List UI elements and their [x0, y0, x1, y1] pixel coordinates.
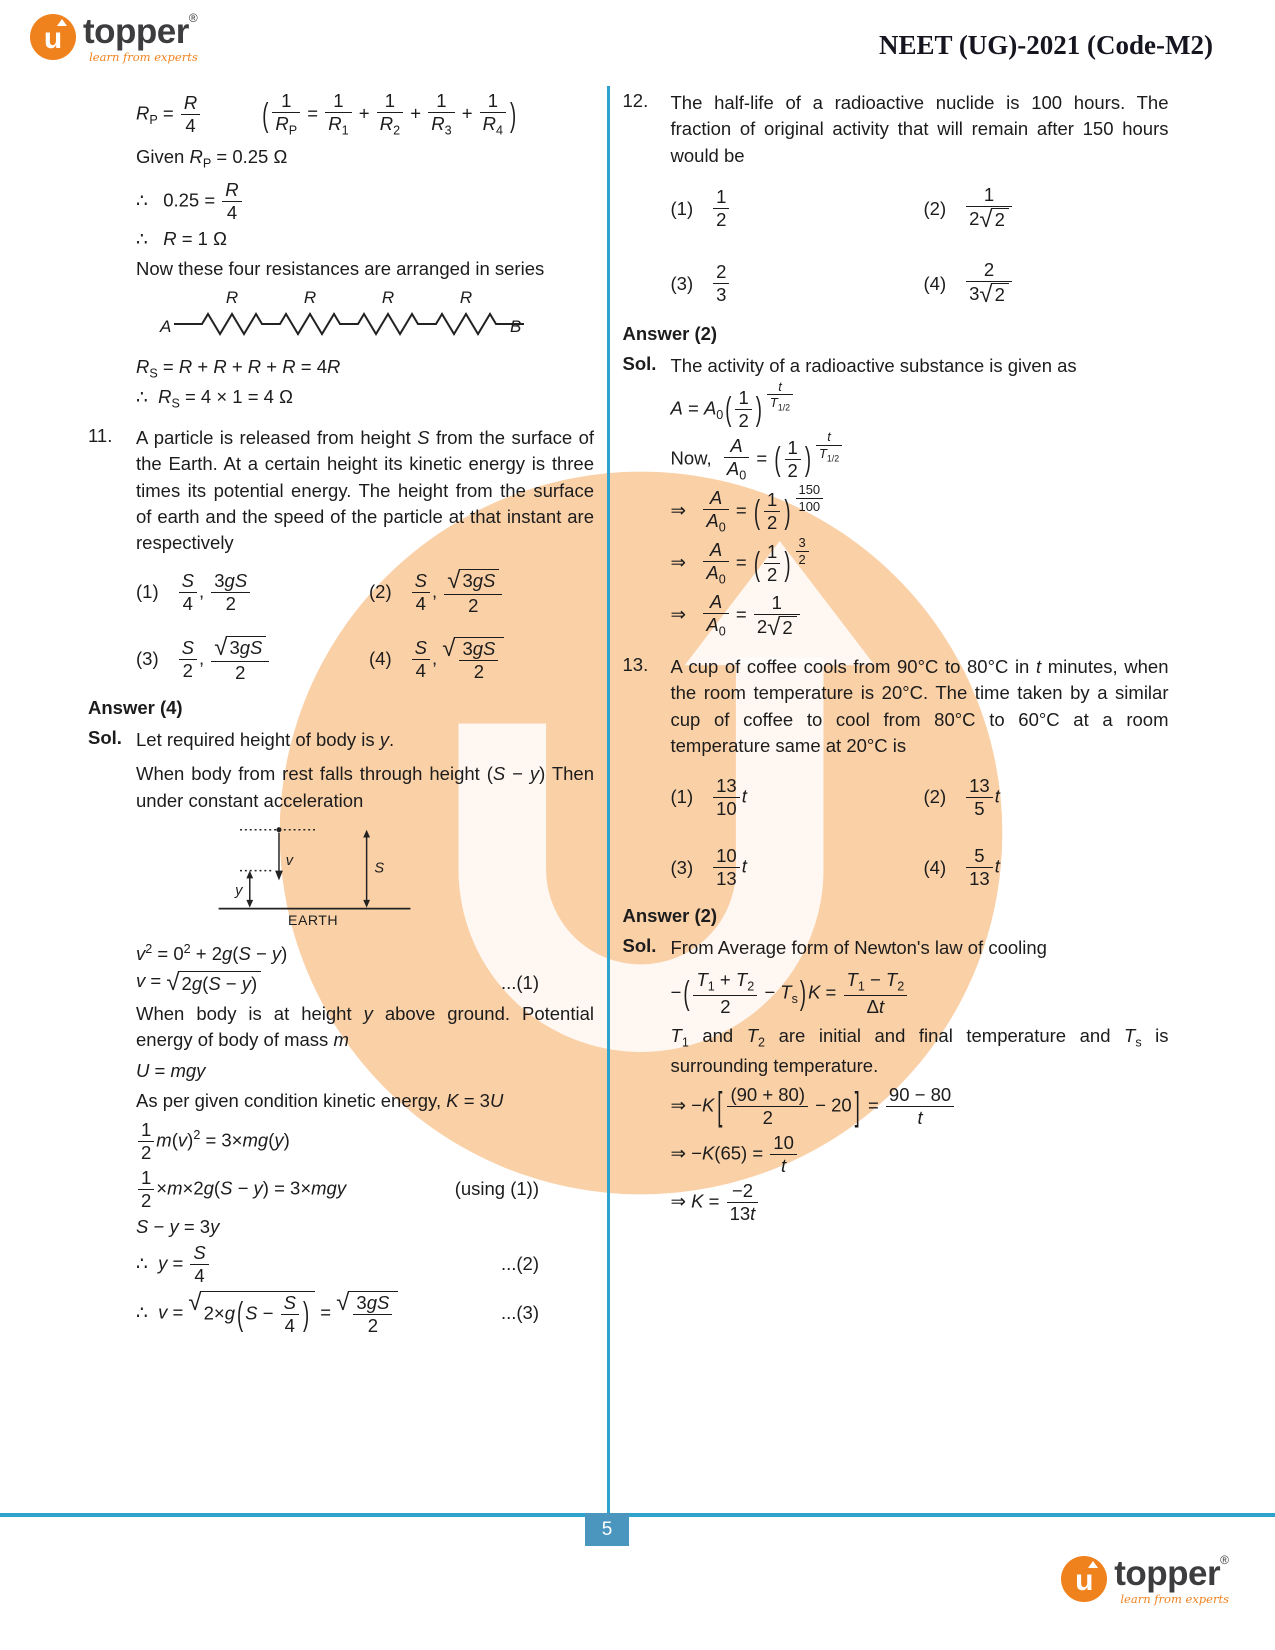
- utopper-logo-icon: [30, 14, 76, 60]
- formula: ⇒ $\frac{A}{A_0}$ = 1 2 √ 2: [671, 592, 802, 639]
- equation-activity-2: [623, 428, 1169, 483]
- formula: S − y = 3y: [136, 1215, 220, 1237]
- velocity-label: v: [285, 853, 294, 870]
- logo-arrow-icon: [57, 19, 67, 26]
- question-13-option-3: [671, 846, 916, 889]
- equation-tag: ...(1): [500, 971, 539, 993]
- equation-rs-sum: [88, 356, 594, 381]
- option-formula: $\frac{S}{4}$ , √ 3gS 2: [410, 569, 505, 616]
- formula: Now, $\frac{A}{A_0}$ = ( $\frac{1}{2}$ ) $\frac{t}{T_{1/2}}$: [671, 436, 845, 483]
- formula: $R_P$ = $\frac{R}{4}$: [136, 93, 202, 136]
- option-formula: $\frac{S}{2}$ , √ 3gS 2: [177, 636, 272, 683]
- formula: $A = A_0$ ( $\frac{1}{2}$ ) $\frac{t}{T_{1/2}}$: [671, 388, 796, 431]
- utopper-logo-icon: [1061, 1556, 1107, 1602]
- question-13-option-1: [671, 776, 916, 819]
- option-formula: $\frac{5}{13}$ t: [964, 846, 1000, 889]
- sol-label: Sol.: [88, 726, 122, 748]
- formula: ⇒ $\frac{A}{A_0}$ = ( $\frac{1}{2}$ ) $\frac{3}{2}$: [671, 540, 811, 587]
- free-fall-diagram: [88, 820, 594, 937]
- question-13: [623, 654, 1169, 760]
- formula: U = mgy: [136, 1059, 206, 1081]
- question-13-text: A cup of coffee cools from 90°C to 80°C in t minutes, when the room temperature is 20°C. The time taken by a similar cup of coffee to cool from 80°C to 60°C at a room temperature same at 20°C is: [670, 655, 1169, 757]
- logo-registered-mark: ®: [1220, 1553, 1229, 1567]
- formula: ∴ v = √ 2×g ( S − $\frac{S}{4}$ ) = √ $\frac{3gS}{2}$: [136, 1291, 398, 1336]
- equation-y-result: [88, 1243, 594, 1286]
- equation-activity-3: [623, 482, 1169, 535]
- logo-arrow-icon: [1088, 1561, 1098, 1568]
- question-12-number: 12.: [622, 90, 649, 111]
- utopper-footer-logo: [1061, 1553, 1229, 1606]
- formula: ⇒ K = $\frac{-2}{13t}$: [671, 1181, 761, 1224]
- logo-name: topper: [83, 12, 189, 51]
- sol-text: From Average form of Newton's law of cooling: [670, 937, 1047, 959]
- equation-rs-value: [88, 386, 594, 411]
- question-12-text: The half-life of a radioactive nuclide is 100 hours. The fraction of original activity that will remain after 150 hours would be: [670, 92, 1169, 166]
- option-formula: 1 2 √ 2: [964, 185, 1014, 232]
- question-11-option-3: [136, 633, 361, 683]
- option-formula: 2 3 √ 2: [964, 260, 1014, 307]
- equation-newton-4: [623, 1181, 1169, 1224]
- question-12-option-2: [924, 185, 1169, 232]
- formula: $\frac{1}{2}$ ×m×2g(S − y) = 3×mgy: [136, 1168, 346, 1211]
- option-formula: $\frac{13}{10}$ t: [711, 776, 747, 819]
- option-number: (4): [923, 272, 947, 294]
- equation-025: [88, 180, 594, 223]
- logo-wordmark: [83, 11, 198, 64]
- question-13-options: [623, 776, 1169, 890]
- option-number: (2): [369, 581, 392, 603]
- formula: ⇒ −K [ $\frac{(90 + 80)}{2}$ − 20 ] = $\frac{90 - 80}{t}$: [671, 1085, 957, 1128]
- option-number: (2): [923, 197, 947, 219]
- given-line: Given $R_P = 0.25$ Ω: [136, 146, 288, 171]
- option-number: (1): [670, 786, 694, 807]
- equation-activity-5: [623, 592, 1169, 639]
- equation-tag: (using (1)): [454, 1178, 539, 1200]
- column-divider: [607, 86, 610, 1514]
- option-formula: $\frac{1}{2}$: [711, 187, 731, 230]
- question-12-option-3: [671, 260, 916, 307]
- equation-newton-3: [623, 1133, 1169, 1176]
- earth-label: EARTH: [288, 912, 339, 929]
- formula: − ( $\frac{T_1 + T_2}{2}$ − $T_s$ ) K = $\frac{T_1 - T_2}{\Delta t}$: [671, 970, 910, 1017]
- equation-rp: [88, 91, 594, 138]
- question-12-option-4: [924, 260, 1169, 307]
- option-number: (3): [136, 648, 159, 670]
- resistor-label-4: R: [459, 288, 473, 308]
- logo-name: topper: [1114, 1554, 1221, 1593]
- option-formula: $\frac{S}{4}$ , $\frac{3gS}{2}$: [177, 571, 253, 614]
- option-number: (3): [670, 272, 694, 294]
- page-header: [0, 0, 1275, 86]
- option-number: (2): [923, 786, 947, 807]
- question-12: [623, 90, 1169, 169]
- equation-r-value: [88, 228, 594, 250]
- formula: ∴ 0.25 = $\frac{R}{4}$: [136, 180, 244, 223]
- equation-activity-1: [623, 378, 1169, 431]
- solution-paragraph: $T_1$ and $T_2$ are initial and final temperature and $T_s$ is surrounding temperature.: [670, 1025, 1169, 1076]
- option-formula: $\frac{13}{5}$ t: [964, 776, 1000, 819]
- question-12-options: [623, 185, 1169, 307]
- option-number: (4): [923, 856, 947, 878]
- formula: v = √ 2g(S − y): [136, 970, 261, 994]
- logo-wordmark: [1114, 1553, 1229, 1606]
- formula: $\frac{1}{2}$ $m(v)^2 = 3\times mg(y)$: [136, 1120, 290, 1163]
- series-note: Now these four resistances are arranged in series: [136, 257, 545, 279]
- series-circuit-diagram: [88, 288, 594, 351]
- right-column: [623, 86, 1169, 1514]
- question-11-option-1: [136, 569, 361, 616]
- solution-paragraph: When body is at height y above ground. Potential energy of body of mass m: [136, 1002, 594, 1051]
- logo-u-letter: u: [1075, 1563, 1094, 1597]
- equation-tag: ...(2): [500, 1253, 539, 1275]
- question-13-option-2: [924, 776, 1169, 819]
- formula: $R_S = R + R + R + R = 4R$: [136, 356, 341, 381]
- particle-dot: [276, 828, 281, 833]
- solution-paragraph: When body from rest falls through height (S − y) Then under constant acceleration: [136, 763, 594, 811]
- equation-tag: ...(3): [500, 1302, 539, 1324]
- option-number: (1): [136, 581, 159, 603]
- utopper-logo: [30, 11, 198, 64]
- question-12-answer: Answer (2): [622, 323, 718, 345]
- sol-label: Sol.: [622, 935, 657, 957]
- logo-registered-mark: ®: [188, 11, 198, 25]
- page-number: 5: [585, 1513, 629, 1546]
- option-formula: $\frac{S}{4}$ , √ $\frac{3gS}{2}$: [410, 637, 505, 682]
- option-formula: $\frac{2}{3}$: [711, 262, 731, 305]
- option-number: (4): [369, 648, 392, 670]
- formula-parenthetical: ( $\frac{1}{R_P}$ = $\frac{1}{R_1}$ + $\frac{1}{R_2}$ + $\frac{1}{R_3}$ + $\frac{1}{R_4}$ ): [262, 90, 517, 138]
- question-11-number: 11.: [88, 424, 113, 446]
- equation-kinetic-1: [88, 1120, 594, 1163]
- equation-activity-4: [623, 534, 1169, 587]
- question-13-solution-intro: [623, 935, 1169, 961]
- question-12-solution-intro: [623, 353, 1169, 379]
- question-11-options: [88, 566, 594, 683]
- resistor-label-2: R: [303, 288, 317, 308]
- question-13-answer: Answer (2): [622, 905, 718, 927]
- option-formula: $\frac{10}{13}$ t: [711, 846, 747, 889]
- equation-v: [88, 970, 594, 994]
- resistor-label-1: R: [225, 288, 239, 308]
- formula: ∴ y = $\frac{S}{4}$: [136, 1243, 211, 1286]
- formula: ⇒ −K(65) = $\frac{10}{t}$: [671, 1133, 799, 1176]
- equation-newton-1: [623, 970, 1169, 1017]
- question-11-text: A particle is released from height S from the surface of the Earth. At a certain height its kinetic energy is three times its potential energy. The height from the surface of earth and the speed of the particle at that instant are respectively: [136, 426, 595, 554]
- sol-text: The activity of a radioactive substance is given as: [670, 355, 1077, 377]
- solution-paragraph: As per given condition kinetic energy, K = 3U: [136, 1089, 504, 1111]
- logo-tagline: learn from experts: [89, 50, 198, 64]
- question-11: [88, 425, 594, 557]
- y-label: y: [235, 883, 243, 900]
- formula: ∴ R = 1 Ω: [136, 227, 227, 249]
- equation-newton-2: [623, 1085, 1169, 1128]
- document-title: NEET (UG)-2021 (Code-M2): [879, 30, 1213, 60]
- formula: ∴ $R_S = 4 \times 1 = 4$ Ω: [136, 385, 293, 411]
- resistor-label-3: R: [381, 288, 395, 308]
- sol-label: Sol.: [622, 353, 657, 375]
- logo-u-letter: u: [43, 21, 63, 55]
- formula: $v^2 = 0^2 + 2g(S - y)$: [136, 942, 288, 965]
- option-number: (3): [670, 856, 694, 878]
- terminal-b-label: B: [510, 317, 522, 337]
- question-11-solution-intro: [88, 727, 594, 753]
- question-11-option-2: [369, 566, 594, 616]
- resistor-wire: [174, 314, 524, 337]
- question-13-option-4: [924, 846, 1169, 889]
- question-13-number: 13.: [622, 653, 649, 675]
- equation-kinetic-2: [88, 1168, 594, 1211]
- logo-tagline: learn from experts: [1120, 1592, 1229, 1606]
- equation-v-final: [88, 1288, 594, 1336]
- footer-rule: [0, 1513, 1275, 1517]
- s-label: S: [374, 860, 385, 877]
- formula: ⇒ $\frac{A}{A_0}$ = ( $\frac{1}{2}$ ) $\frac{150}{100}$: [671, 488, 826, 535]
- equation-s-minus-y: [88, 1216, 594, 1238]
- equation-v-squared: [88, 942, 594, 965]
- question-11-answer: Answer (4): [88, 696, 183, 718]
- left-column: [88, 86, 594, 1514]
- option-number: (1): [670, 197, 694, 219]
- equation-u: [88, 1060, 594, 1082]
- question-11-option-4: [369, 636, 594, 683]
- terminal-a-label: A: [160, 317, 172, 337]
- question-12-option-1: [671, 185, 916, 232]
- two-column-layout: [0, 86, 1275, 1514]
- sol-text: Let required height of body is y.: [136, 728, 395, 750]
